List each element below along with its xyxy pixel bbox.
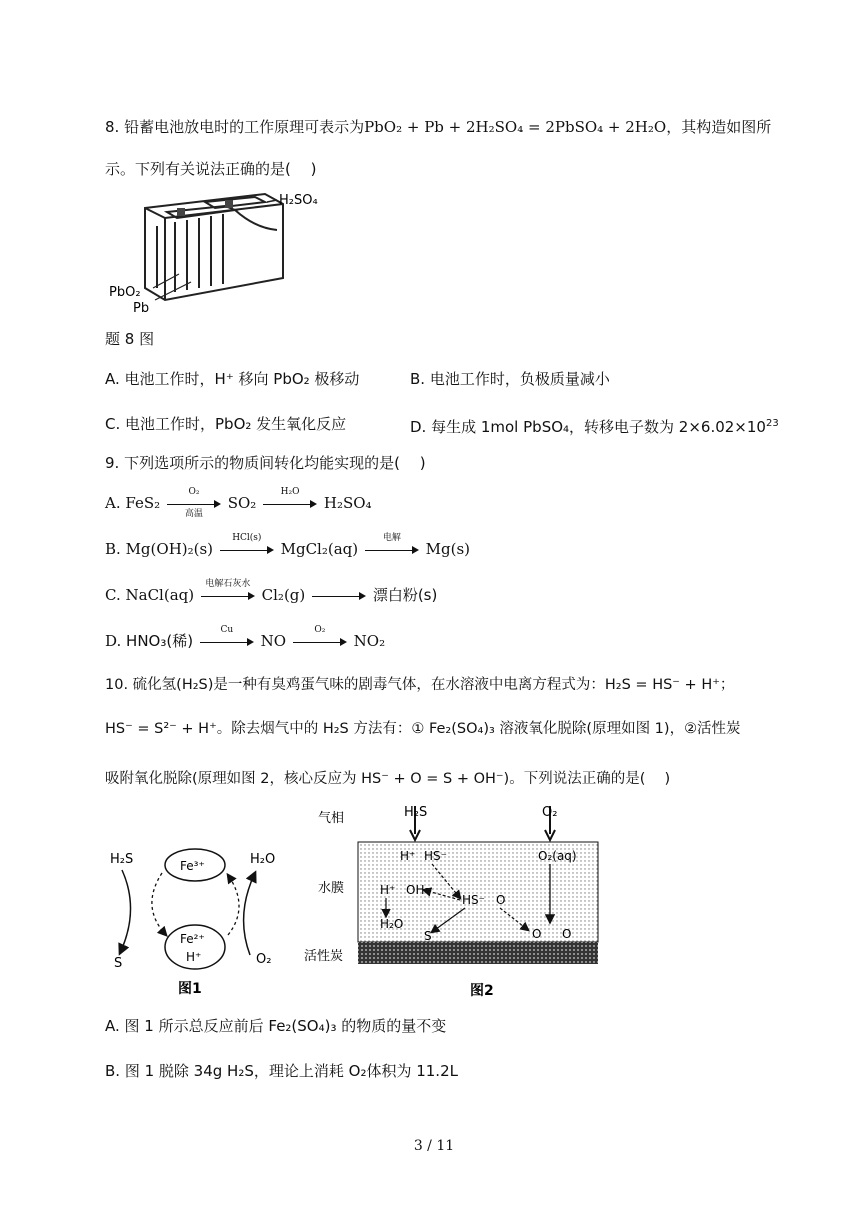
q9-b-label: B. xyxy=(105,540,121,558)
fig2-oh: OH⁻ xyxy=(406,883,431,897)
q9-b-arrow2 xyxy=(365,533,419,557)
q9-a-arrow2-top: H₂O xyxy=(280,487,300,497)
q9-b-s1: Mg(OH)₂(s) xyxy=(125,540,214,558)
q9-d-arrow1 xyxy=(200,625,254,649)
fig2-gas-phase: 气相 xyxy=(318,811,345,826)
q9-b-arrow1-top: HCl(s) xyxy=(232,533,262,543)
q9-a-s3: H₂SO₄ xyxy=(323,494,372,512)
q9-c-s1: NaCl(aq) xyxy=(125,586,195,604)
page-number: 3 / 11 xyxy=(413,1138,455,1154)
fig2-o2: O₂ xyxy=(542,805,558,820)
fig2-hs-1: HS⁻ xyxy=(424,849,447,863)
q9-d-s3: NO₂ xyxy=(353,632,386,650)
q10-stem-line3: 吸附氧化脱除(原理如图 2，核心反应为 HS⁻ + O = S + OH⁻)。下列说法正确的是( ) xyxy=(105,771,671,787)
figure-2-activated-carbon xyxy=(300,800,605,1002)
h2so4-label: H₂SO₄ xyxy=(279,193,318,208)
q9-b-s2: MgCl₂(aq) xyxy=(280,540,359,558)
q9-c-arrow2 xyxy=(312,589,366,603)
q9-c-s2: Cl₂(g) xyxy=(261,586,306,604)
fig1-caption: 图1 xyxy=(178,981,202,997)
pbo2-label: PbO₂ xyxy=(109,285,141,300)
fig2-h2o: H₂O xyxy=(380,917,404,931)
fig1-h2s: H₂S xyxy=(110,852,134,867)
fig1-s: S xyxy=(114,956,123,971)
q8-option-d xyxy=(410,413,779,438)
q9-option-a xyxy=(105,487,372,519)
fig2-caption: 图2 xyxy=(470,983,494,999)
q9-d-arrow2 xyxy=(293,625,347,649)
q8-figure-caption: 题 8 图 xyxy=(105,330,155,348)
q9-a-arrow1-top: O₂ xyxy=(188,487,200,497)
q9-option-b xyxy=(105,533,471,560)
q9-stem: 9. 下列选项所示的物质间转化均能实现的是( ) xyxy=(105,454,426,472)
q10-option-b: B. 图 1 脱除 34g H₂S，理论上消耗 O₂体积为 11.2L xyxy=(105,1062,458,1080)
fig1-hplus: H⁺ xyxy=(186,950,202,964)
q9-a-arrow1 xyxy=(167,487,221,519)
q9-c-s3: 漂白粉(s) xyxy=(372,586,438,604)
fig1-o2: O₂ xyxy=(256,952,272,967)
pb-label: Pb xyxy=(133,301,150,316)
q9-b-arrow1 xyxy=(220,533,274,557)
fig2-o-3: O xyxy=(562,927,572,941)
q9-option-c xyxy=(105,579,438,606)
q9-d-arrow1-top: Cu xyxy=(220,625,234,635)
fig2-h2s: H₂S xyxy=(404,805,428,820)
q8-option-d-text: D. 每生成 1mol PbSO₄，转移电子数为 2×6.02×10 xyxy=(410,418,766,436)
fig1-h2o: H₂O xyxy=(250,852,276,867)
fig2-hs-2: HS⁻ xyxy=(462,893,485,907)
q9-c-label: C. xyxy=(105,586,121,604)
fig2-o-2: O xyxy=(532,927,542,941)
q10-stem-line2: HS⁻ = S²⁻ + H⁺。除去烟气中的 H₂S 方法有：① Fe₂(SO₄)₃ 溶液氧化脱除(原理如图 1)，②活性炭 xyxy=(105,721,741,737)
q9-a-arrow1-bottom: 高温 xyxy=(184,509,203,519)
q8-equation: PbO₂ + Pb + 2H₂SO₄ = 2PbSO₄ + 2H₂O xyxy=(364,118,667,136)
q9-b-arrow2-top: 电解 xyxy=(382,533,401,543)
q9-d-arrow2-top: O₂ xyxy=(314,625,326,635)
fig1-fe3: Fe³⁺ xyxy=(180,859,205,873)
fig2-s: S xyxy=(424,929,432,943)
fig2-o2aq: O₂(aq) xyxy=(538,849,577,863)
q9-a-label: A. xyxy=(105,494,121,512)
q8-option-c: C. 电池工作时，PbO₂ 发生氧化反应 xyxy=(105,415,347,433)
q10-option-a: A. 图 1 所示总反应前后 Fe₂(SO₄)₃ 的物质的量不变 xyxy=(105,1017,447,1035)
q9-d-s1: HNO₃(稀) xyxy=(126,632,194,650)
fig1-fe2: Fe²⁺ xyxy=(180,932,205,946)
figure-1-cycle xyxy=(100,835,300,1000)
q8-stem-suffix: ，其构造如图所 xyxy=(666,118,772,136)
fig2-activated-carbon: 活性炭 xyxy=(304,949,344,964)
q9-c-arrow1-top: 电解石灰水 xyxy=(205,579,251,589)
fig2-water-film: 水膜 xyxy=(318,881,345,896)
q8-option-d-exponent: 23 xyxy=(765,418,779,429)
fig2-o-1: O xyxy=(496,893,506,907)
q9-a-s2: SO₂ xyxy=(227,494,257,512)
q9-a-s1: FeS₂ xyxy=(125,494,161,512)
q8-option-b: B. 电池工作时，负极质量减小 xyxy=(410,370,610,388)
q9-a-arrow2 xyxy=(263,487,317,511)
q9-option-d xyxy=(105,625,386,652)
q8-option-a: A. 电池工作时，H⁺ 移向 PbO₂ 极移动 xyxy=(105,370,360,388)
fig2-hplus-1: H⁺ xyxy=(400,849,416,863)
q8-stem-line1 xyxy=(105,116,771,138)
q10-stem-line1: 10. 硫化氢(H₂S)是一种有臭鸡蛋气味的剧毒气体，在水溶液中电离方程式为：H₂S = HS⁻ + H⁺； xyxy=(105,677,735,693)
q9-d-label: D. xyxy=(105,632,122,650)
q9-b-s3: Mg(s) xyxy=(425,540,471,558)
q9-c-arrow1 xyxy=(201,579,255,603)
q9-d-s2: NO xyxy=(260,632,287,650)
fig2-hplus-2: H⁺ xyxy=(380,883,396,897)
q8-stem-line2: 示。下列有关说法正确的是( ) xyxy=(105,160,317,178)
q8-stem-prefix: 8. 铅蓄电池放电时的工作原理可表示为 xyxy=(105,118,365,136)
battery-figure xyxy=(105,188,355,318)
